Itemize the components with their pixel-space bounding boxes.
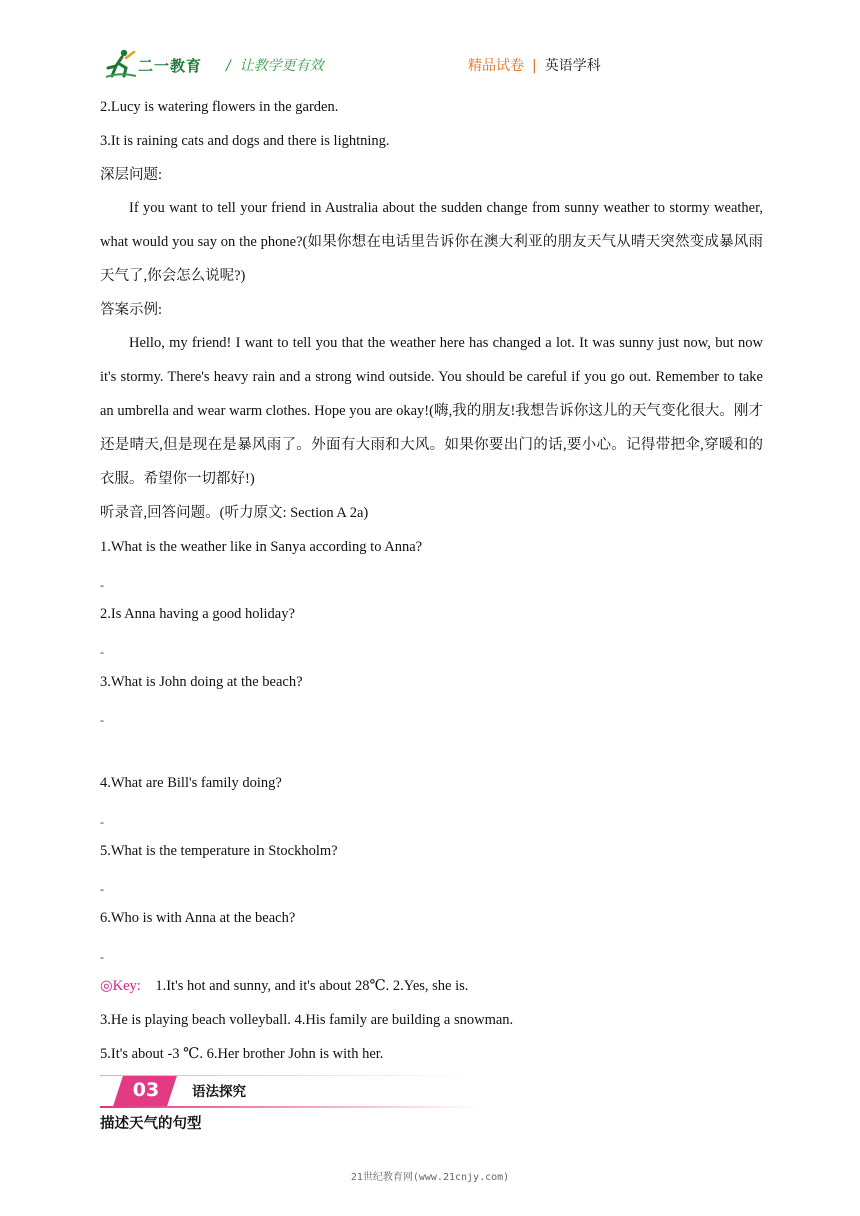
answer-text: Hello, my friend! I want to tell you that the weather here has changed a lot. It was sunny just now, but now it's stormy. There's heavy rain and a strong wind outside. You should be careful if you go out. Remember to take an umbrella and wear warm clothes. Hope you are okay!(嗨,我的朋友!我想告诉你这儿的天气变化很大。刚才还是晴天,但是现在是暴风雨了。外面有大雨和大风。如果你要出门的话,要小心。记得带把伞,穿暖和的衣服。希望你一切都好!) — [100, 335, 763, 487]
question-5: 5.What is the temperature in Stockholm? — [100, 843, 338, 859]
page-footer: 21世纪教育网(www.21cnjy.com) — [350, 1172, 510, 1183]
key-line-2: 3.He is playing beach volleyball. 4.His family are building a snowman. — [100, 1012, 514, 1028]
header-divider: | — [532, 58, 537, 74]
section-heading — [100, 1072, 480, 1110]
answer-blank-1: - — [100, 578, 104, 592]
question-4: 4.What are Bill's family doing? — [100, 775, 282, 791]
question-1: 1.What is the weather like in Sanya according to Anna? — [100, 539, 423, 555]
answer-blank-3: - — [100, 713, 104, 727]
key-line-1 — [100, 976, 468, 996]
header-slogan: / 让教学更有效 — [226, 58, 324, 74]
section-underline — [100, 1106, 480, 1108]
section-number: 03 — [132, 1079, 160, 1101]
key-label: ◎Key: — [100, 978, 141, 994]
answer-blank-2: - — [100, 645, 104, 659]
deep-question-text: If you want to tell your friend in Australia about the sudden change from sunny weather to stormy weather, what would you say on the phone?(如果你想在电话里告诉你在澳大利亚的朋友天气从晴天突然变成暴风雨天气了,你会怎么说呢?) — [100, 200, 763, 284]
answer-paragraph — [100, 326, 763, 496]
slogan-text: 让教学更有效 — [239, 58, 324, 74]
header-right — [468, 55, 601, 75]
subheading: 描述天气的句型 — [100, 1116, 202, 1132]
section-title: 语法探究 — [192, 1084, 246, 1100]
page-header — [0, 0, 860, 90]
answer-blank-4: - — [100, 815, 104, 829]
text-line-1: 2.Lucy is watering flowers in the garden. — [100, 99, 339, 115]
question-3: 3.What is John doing at the beach? — [100, 674, 303, 690]
question-6: 6.Who is with Anna at the beach? — [100, 910, 296, 926]
answer-label: 答案示例: — [100, 302, 163, 318]
text-line-2: 3.It is raining cats and dogs and there is lightning. — [100, 133, 390, 149]
logo-text: 二一教育 — [138, 57, 203, 75]
deep-question-paragraph — [100, 191, 763, 293]
logo — [104, 48, 224, 80]
answer-blank-6: - — [100, 950, 104, 964]
key-line-3: 5.It's about -3 ℃. 6.Her brother John is with her. — [100, 1046, 384, 1062]
answer-blank-5: - — [100, 882, 104, 896]
header-label-premium: 精品试卷 — [468, 58, 524, 74]
deep-question-label: 深层问题: — [100, 167, 163, 183]
listening-intro: 听录音,回答问题。(听力原文: Section A 2a) — [100, 505, 369, 521]
question-2: 2.Is Anna having a good holiday? — [100, 606, 295, 622]
header-label-subject: 英语学科 — [544, 58, 601, 74]
runner-logo-icon — [104, 48, 138, 80]
key-text-1: 1.It's hot and sunny, and it's about 28℃. 2.Yes, she is. — [155, 978, 469, 994]
